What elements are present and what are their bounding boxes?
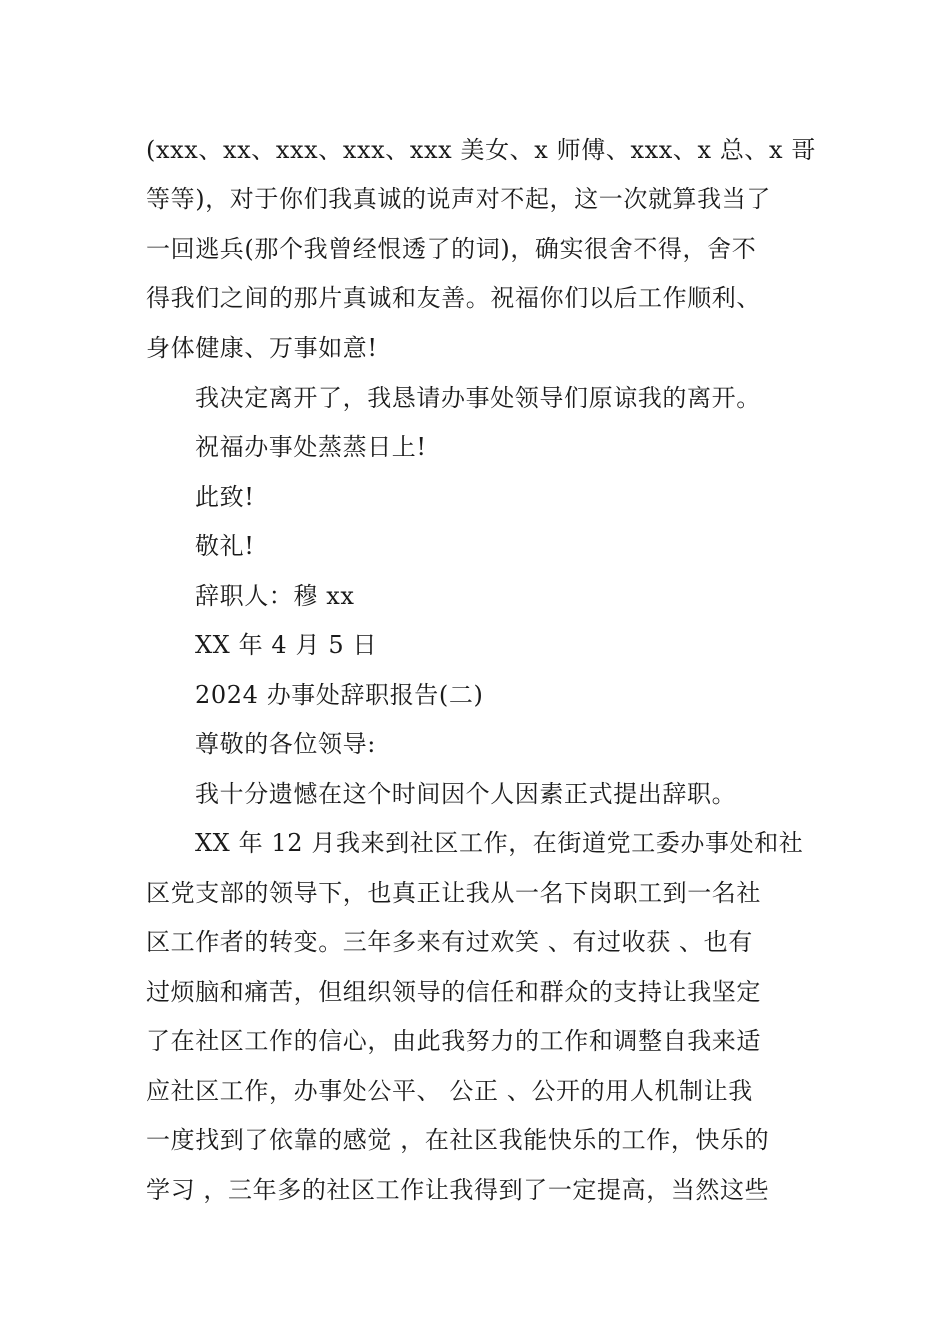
- section-title: 2024 办事处辞职报告(二): [195, 681, 484, 709]
- text-line: 身体健康、万事如意!: [146, 334, 378, 362]
- text-line: 区党支部的领导下，也真正让我从一名下岗职工到一名社: [146, 879, 761, 907]
- text-line: 等等)，对于你们我真诚的说声对不起，这一次就算我当了: [146, 185, 771, 213]
- text-line: XX 年 12 月我来到社区工作，在街道党工委办事处和社: [195, 829, 804, 857]
- text-line: 此致!: [195, 483, 255, 511]
- text-line: (xxx、xx、xxx、xxx、xxx 美女、x 师傅、xxx、x 总、x 哥: [146, 136, 816, 164]
- text-line: 我决定离开了，我恳请办事处领导们原谅我的离开。: [195, 384, 761, 412]
- text-line: 学习 ，三年多的社区工作让我得到了一定提高，当然这些: [146, 1176, 770, 1204]
- text-line: 过烦脑和痛苦，但组织领导的信任和群众的支持让我坚定: [146, 978, 761, 1006]
- text-line: 了在社区工作的信心，由此我努力的工作和调整自我来适: [146, 1027, 761, 1055]
- text-line: 得我们之间的那片真诚和友善。祝福你们以后工作顺利、: [146, 284, 761, 312]
- text-line: 区工作者的转变。三年多来有过欢笑 、有过收获 、也有: [146, 928, 753, 956]
- signature-line: 辞职人：穆 xx: [195, 582, 355, 610]
- text-line: 一度找到了依靠的感觉 ，在社区我能快乐的工作，快乐的: [146, 1126, 770, 1154]
- date-line: XX 年 4 月 5 日: [195, 631, 378, 659]
- salutation: 尊敬的各位领导:: [195, 730, 376, 758]
- text-line: 祝福办事处蒸蒸日上!: [195, 433, 427, 461]
- text-line: 我十分遗憾在这个时间因个人因素正式提出辞职。: [195, 780, 737, 808]
- text-line: 应社区工作，办事处公平、 公正 、公开的用人机制让我: [146, 1077, 753, 1105]
- text-line: 一回逃兵(那个我曾经恨透了的词)，确实很舍不得，舍不: [146, 235, 757, 263]
- text-line: 敬礼!: [195, 532, 255, 560]
